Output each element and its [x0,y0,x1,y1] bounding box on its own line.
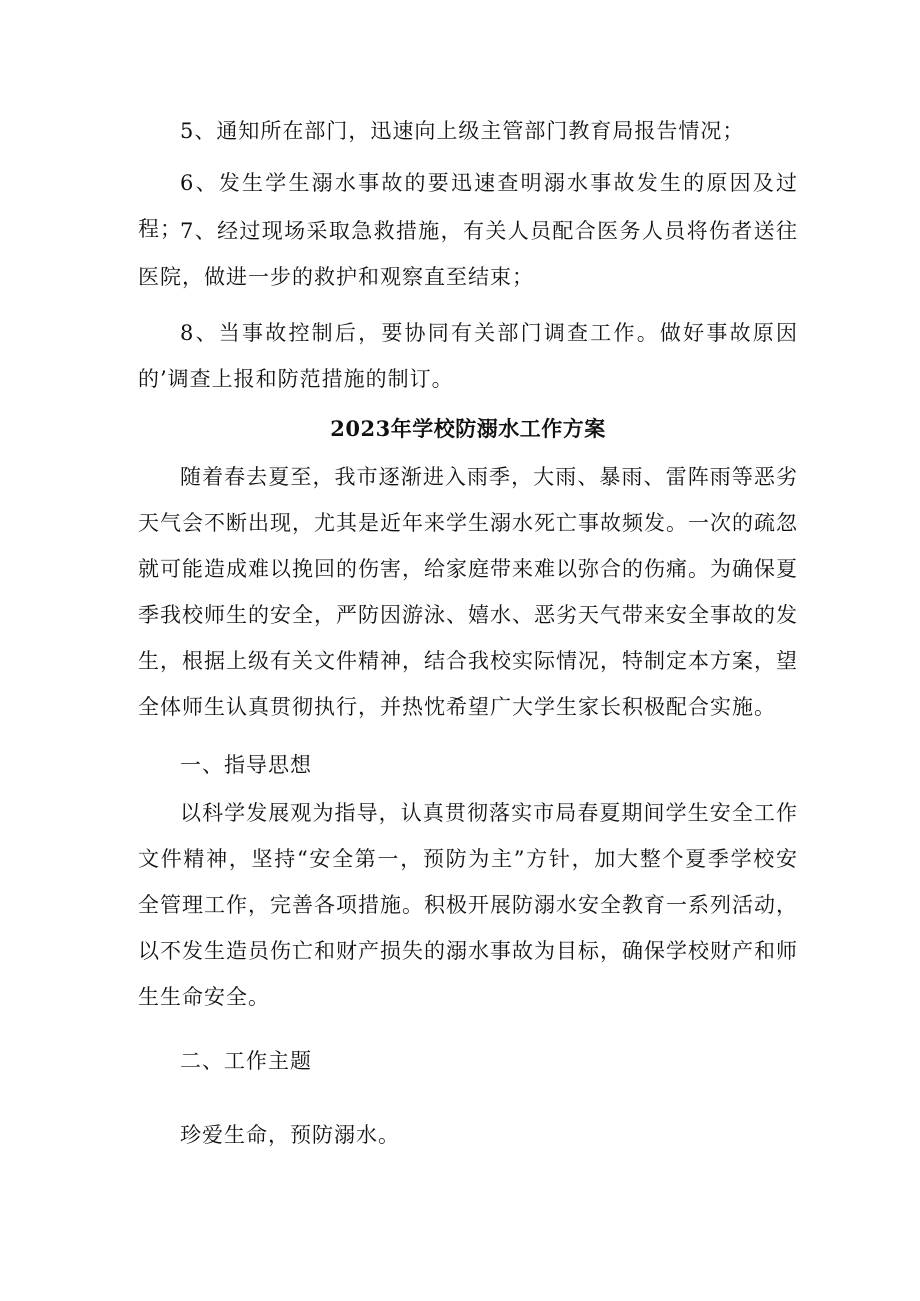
section-heading-work-theme: 二、工作主题 [180,1049,312,1073]
section-heading-guiding-ideology: 一、指导思想 [180,753,312,777]
paragraph-item-8: 8、当事故控制后，要协同有关部门调查工作。做好事故原因的’调查上报和防范措施的制订。 [138,321,798,391]
paragraph-item-5: 5、通知所在部门，迅速向上级主管部门教育局报告情况； [180,119,745,143]
paragraph-item-7: 7、经过现场采取急救措施，有关人员配合医务人员将伤者送往医院，做进一步的救护和观察直至结束； [138,219,798,289]
document-title: 2023年学校防溺水工作方案 [330,416,606,441]
intro-paragraph: 随着春去夏至，我市逐渐进入雨季，大雨、暴雨、雷阵雨等恶劣天气会不断出现，尤其是近年来学生溺水死亡事故频发。一次的疏忽就可能造成难以挽回的伤害，给家庭带来难以弥合的伤痛。为确保夏季我校师生的安全，严防因游泳、嬉水、恶劣天气带来安全事故的发生，根据上级有关文件精神，结合我校实际情况，特制定本方案，望全体师生认真贯彻执行，并热忱希望广大学生家长积极配合实施。 [138,465,798,719]
section-body-guiding-ideology: 以科学发展观为指导，认真贯彻落实市局春夏期间学生安全工作文件精神，坚持“安全第一，预防为主”方针，加大整个夏季学校安全管理工作，完善各项措施。积极开展防溺水安全教育一系列活动，以不发生造员伤亡和财产损失的溺水事故为目标，确保学校财产和师生生命安全。 [138,801,798,1009]
paragraph-item-6: 6、发生学生溺水事故的要迅速查明溺水事故发生的原因及过程； [138,171,798,241]
section-body-work-theme: 珍爱生命，预防溺水。 [180,1123,400,1147]
